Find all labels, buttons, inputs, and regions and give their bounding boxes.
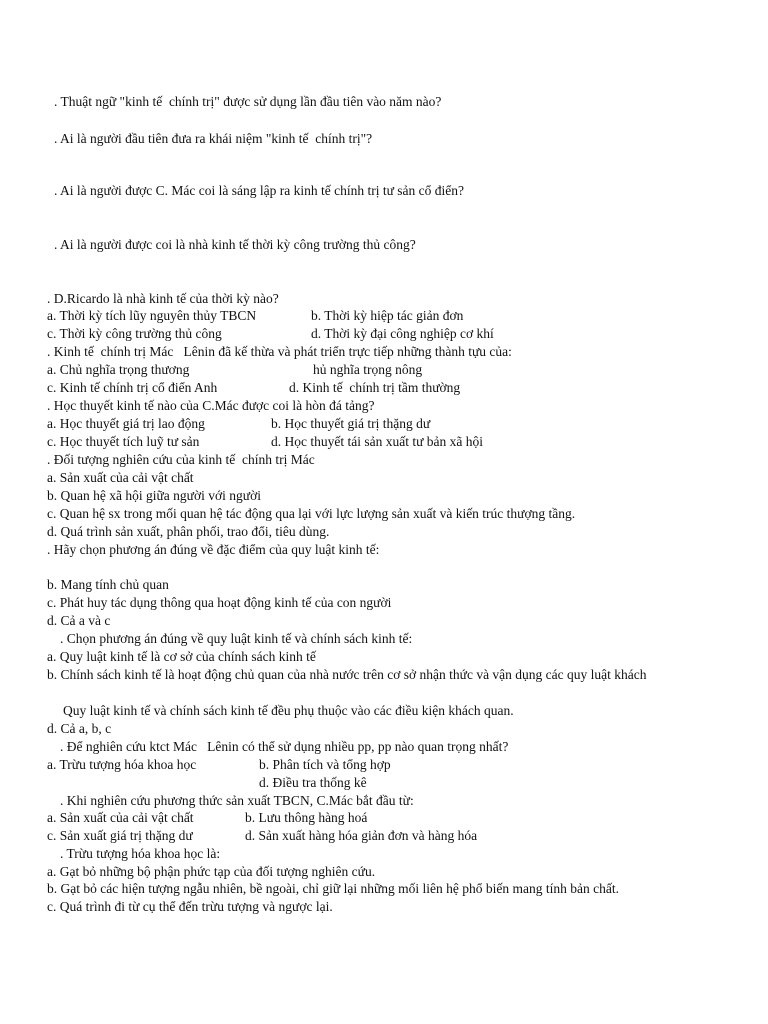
option-line: c. Sản xuất giá trị thặng dư [47, 828, 193, 843]
question-line: . D.Ricardo là nhà kinh tế của thời kỳ nào? [47, 291, 279, 306]
option-line: a. Quy luật kinh tế là cơ sở của chính sách kinh tế [47, 649, 316, 664]
question-line: . Để nghiên cứu ktct Mác Lênin có thể sử dụng nhiều pp, pp nào quan trọng nhất? [60, 739, 509, 754]
option-line: b. Gạt bỏ các hiện tượng ngẫu nhiên, bề ngoài, chỉ giữ lại những mối liên hệ phổ biến mang tính bản chất. [47, 881, 619, 896]
option-line: d. Cả a và c [47, 613, 111, 628]
question-line: . Đối tượng nghiên cứu của kinh tế chính trị Mác [47, 452, 315, 467]
option-line: d. Điều tra thống kê [259, 775, 367, 790]
option-line: d. Sản xuất hàng hóa giản đơn và hàng hóa [245, 828, 478, 843]
option-line: a. Sản xuất của cải vật chất [47, 470, 194, 485]
question-line: . Kinh tế chính trị Mác Lênin đã kế thừa và phát triển trực tiếp những thành tựu của: [47, 344, 512, 359]
option-line: a. Gạt bỏ những bộ phận phức tạp của đối tượng nghiên cứu. [47, 864, 376, 879]
option-line: b. Quan hệ xã hội giữa người với người [47, 488, 261, 503]
question-line: . Thuật ngữ "kinh tế chính trị" được sử dụng lần đầu tiên vào năm nào? [54, 94, 442, 109]
question-line: . Học thuyết kinh tế nào của C.Mác được coi là hòn đá tảng? [47, 398, 375, 413]
option-line: d. Cả a, b, c [47, 721, 112, 736]
option-line: c. Quá trình đi từ cụ thể đến trừu tượng và ngược lại. [47, 899, 333, 914]
option-line: a. Sản xuất của cải vật chất [47, 810, 194, 825]
option-line: d. Quá trình sản xuất, phân phối, trao đổi, tiêu dùng. [47, 524, 330, 539]
option-line: a. Trừu tượng hóa khoa học [47, 757, 197, 772]
option-line: d. Học thuyết tái sản xuất tư bản xã hội [271, 434, 484, 449]
option-line: a. Thời kỳ tích lũy nguyên thủy TBCN [47, 308, 257, 323]
option-line: b. Lưu thông hàng hoá [245, 810, 368, 825]
question-line: . Trừu tượng hóa khoa học là: [60, 846, 221, 861]
question-line: . Khi nghiên cứu phương thức sản xuất TBCN, C.Mác bắt đầu từ: [60, 793, 414, 808]
option-line: a. Học thuyết giá trị lao động [47, 416, 205, 431]
option-line: c. Kinh tế chính trị cổ điển Anh [47, 380, 218, 395]
question-line: . Chọn phương án đúng về quy luật kinh tế và chính sách kinh tế: [60, 631, 413, 646]
option-line: c. Phát huy tác dụng thông qua hoạt động kinh tế của con người [47, 595, 392, 610]
option-line: c. Thời kỳ công trường thủ công [47, 326, 222, 341]
option-line: a. Chủ nghĩa trọng thương [47, 362, 190, 377]
option-line: hủ nghĩa trọng nông [313, 362, 423, 377]
option-line: b. Thời kỳ hiệp tác giản đơn [311, 308, 464, 323]
question-line: . Ai là người được coi là nhà kinh tế thời kỳ công trường thủ công? [54, 237, 416, 252]
option-line: b. Chính sách kinh tế là hoạt động chủ quan của nhà nước trên cơ sở nhận thức và vận dụng các quy luật khách [47, 667, 647, 682]
option-line: d. Thời kỳ đại công nghiệp cơ khí [311, 326, 494, 341]
question-line: . Ai là người được C. Mác coi là sáng lập ra kinh tế chính trị tư sản cổ điển? [54, 183, 465, 198]
option-line: b. Mang tính chủ quan [47, 577, 169, 592]
question-line: . Hãy chọn phương án đúng về đặc điểm của quy luật kinh tế: [47, 542, 380, 557]
question-line: . Ai là người đầu tiên đưa ra khái niệm "kinh tế chính trị"? [54, 131, 373, 146]
option-line: d. Kinh tế chính trị tầm thường [289, 380, 461, 395]
option-line: Quy luật kinh tế và chính sách kinh tế đều phụ thuộc vào các điều kiện khách quan. [63, 703, 514, 718]
option-line: b. Học thuyết giá trị thặng dư [271, 416, 431, 431]
option-line: b. Phân tích và tổng hợp [259, 757, 391, 772]
option-line: c. Quan hệ sx trong mối quan hệ tác động qua lại với lực lượng sản xuất và kiến trúc thượng tầng. [47, 506, 576, 521]
option-line: c. Học thuyết tích luỹ tư sản [47, 434, 200, 449]
